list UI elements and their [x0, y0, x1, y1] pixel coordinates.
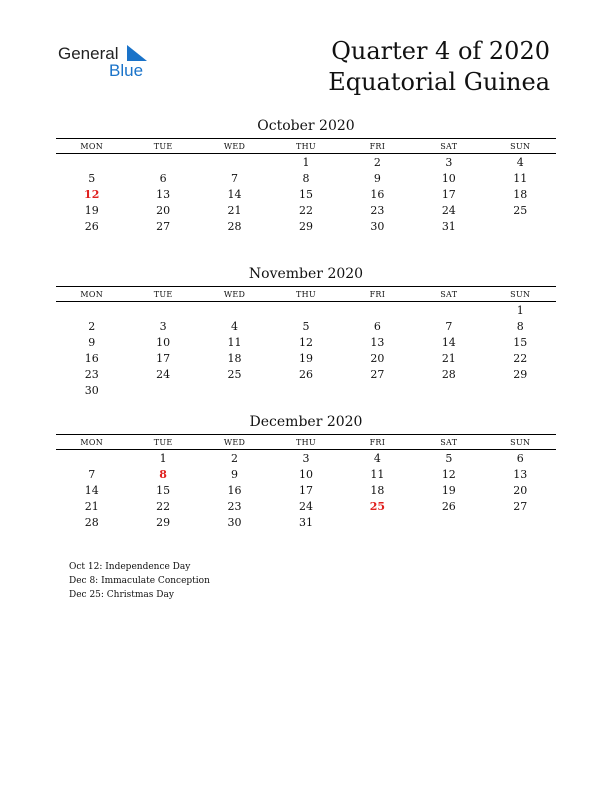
- day-cell: 15: [513, 335, 528, 349]
- weekday-label: FRI: [369, 437, 386, 447]
- day-cell: 22: [156, 499, 171, 513]
- week-row: [56, 350, 556, 366]
- day-cell: 17: [156, 351, 171, 365]
- day-cell: 8: [302, 171, 310, 185]
- day-cell: 11: [513, 171, 528, 185]
- day-cell: 8: [159, 467, 167, 481]
- day-cell: 18: [370, 483, 385, 497]
- day-cell: 1: [302, 155, 310, 169]
- weekday-label: SAT: [440, 289, 458, 299]
- day-cell: 6: [373, 319, 381, 333]
- day-cell: 19: [84, 203, 99, 217]
- day-cell: 31: [441, 219, 456, 233]
- weekday-label: WED: [223, 289, 246, 299]
- weekday-label: FRI: [369, 289, 386, 299]
- month-grid: [56, 450, 556, 530]
- week-row: [56, 334, 556, 350]
- day-cell: 1: [159, 451, 167, 465]
- day-cell: 15: [298, 187, 313, 201]
- day-cell: 16: [84, 351, 99, 365]
- day-cell: 19: [441, 483, 456, 497]
- day-cell: 17: [441, 187, 456, 201]
- day-cell: 25: [369, 499, 386, 513]
- week-row: [56, 466, 556, 482]
- week-row: [56, 498, 556, 514]
- day-cell: 30: [370, 219, 385, 233]
- week-row: [56, 218, 556, 234]
- weekday-label: TUE: [153, 437, 173, 447]
- weekday-header: [56, 434, 556, 450]
- weekday-label: TUE: [153, 141, 173, 151]
- weekday-label: SUN: [510, 141, 531, 151]
- holiday-note: Oct 12: Independence Day: [69, 562, 191, 572]
- day-cell: 7: [231, 171, 239, 185]
- day-cell: 12: [441, 467, 456, 481]
- brand-logo: [58, 44, 158, 84]
- day-cell: 2: [373, 155, 381, 169]
- day-cell: 6: [516, 451, 524, 465]
- day-cell: 7: [88, 467, 96, 481]
- month-title: November 2020: [248, 266, 364, 282]
- day-cell: 26: [84, 219, 99, 233]
- day-cell: 28: [227, 219, 242, 233]
- day-cell: 24: [441, 203, 456, 217]
- month-title: December 2020: [249, 414, 363, 430]
- weekday-label: TUE: [153, 289, 173, 299]
- weekday-label: THU: [295, 141, 316, 151]
- weekday-label: SAT: [440, 141, 458, 151]
- weekday-label: MON: [80, 289, 104, 299]
- day-cell: 3: [159, 319, 167, 333]
- weekday-label: SUN: [510, 437, 531, 447]
- logo-triangle-icon: [127, 45, 147, 61]
- day-cell: 23: [370, 203, 385, 217]
- day-cell: 2: [231, 451, 239, 465]
- week-row: [56, 302, 556, 318]
- weekday-label: SAT: [440, 437, 458, 447]
- week-row: [56, 318, 556, 334]
- day-cell: 25: [227, 367, 242, 381]
- weekday-label: SUN: [510, 289, 531, 299]
- day-cell: 9: [88, 335, 96, 349]
- day-cell: 14: [84, 483, 99, 497]
- weekday-label: THU: [295, 289, 316, 299]
- week-row: [56, 366, 556, 382]
- day-cell: 23: [84, 367, 99, 381]
- day-cell: 26: [298, 367, 313, 381]
- day-cell: 24: [298, 499, 313, 513]
- day-cell: 3: [445, 155, 453, 169]
- day-cell: 28: [84, 515, 99, 529]
- weekday-label: MON: [80, 437, 104, 447]
- day-cell: 16: [227, 483, 242, 497]
- week-row: [56, 482, 556, 498]
- day-cell: 5: [302, 319, 310, 333]
- weekday-header: [56, 138, 556, 154]
- day-cell: 27: [156, 219, 171, 233]
- day-cell: 31: [298, 515, 313, 529]
- day-cell: 21: [441, 351, 456, 365]
- day-cell: 18: [227, 351, 242, 365]
- week-row: [56, 202, 556, 218]
- week-row: [56, 382, 556, 398]
- day-cell: 12: [298, 335, 313, 349]
- day-cell: 17: [298, 483, 313, 497]
- day-cell: 22: [298, 203, 313, 217]
- page-title: [328, 36, 550, 98]
- day-cell: 10: [298, 467, 313, 481]
- day-cell: 9: [373, 171, 381, 185]
- day-cell: 28: [441, 367, 456, 381]
- month-october: [56, 117, 556, 234]
- day-cell: 13: [370, 335, 385, 349]
- day-cell: 9: [231, 467, 239, 481]
- logo-word-general: General: [58, 44, 119, 63]
- week-row: [56, 514, 556, 530]
- day-cell: 8: [516, 319, 524, 333]
- day-cell: 11: [370, 467, 385, 481]
- day-cell: 30: [84, 383, 99, 397]
- day-cell: 30: [227, 515, 242, 529]
- day-cell: 20: [370, 351, 385, 365]
- weekday-label: WED: [223, 141, 246, 151]
- week-row: [56, 186, 556, 202]
- day-cell: 7: [445, 319, 453, 333]
- day-cell: 12: [84, 187, 100, 201]
- week-row: [56, 450, 556, 466]
- day-cell: 22: [513, 351, 528, 365]
- day-cell: 18: [513, 187, 528, 201]
- day-cell: 24: [156, 367, 171, 381]
- weekday-label: FRI: [369, 141, 386, 151]
- day-cell: 29: [298, 219, 313, 233]
- day-cell: 21: [227, 203, 242, 217]
- day-cell: 15: [156, 483, 171, 497]
- day-cell: 23: [227, 499, 242, 513]
- month-grid: [56, 302, 556, 398]
- day-cell: 19: [298, 351, 313, 365]
- month-title: October 2020: [257, 118, 355, 134]
- day-cell: 2: [88, 319, 96, 333]
- week-row: [56, 170, 556, 186]
- day-cell: 6: [159, 171, 167, 185]
- day-cell: 5: [88, 171, 96, 185]
- month-grid: [56, 154, 556, 234]
- day-cell: 26: [441, 499, 456, 513]
- weekday-label: WED: [223, 437, 246, 447]
- day-cell: 3: [302, 451, 310, 465]
- weekday-label: THU: [295, 437, 316, 447]
- day-cell: 29: [156, 515, 171, 529]
- day-cell: 10: [441, 171, 456, 185]
- day-cell: 29: [513, 367, 528, 381]
- day-cell: 4: [373, 451, 381, 465]
- holiday-notes: [69, 560, 210, 602]
- day-cell: 16: [370, 187, 385, 201]
- day-cell: 4: [516, 155, 524, 169]
- weekday-label: MON: [80, 141, 104, 151]
- title-country: Equatorial Guinea: [328, 68, 550, 96]
- day-cell: 13: [513, 467, 528, 481]
- day-cell: 20: [513, 483, 528, 497]
- day-cell: 27: [513, 499, 528, 513]
- holiday-note: Dec 8: Immaculate Conception: [69, 576, 210, 586]
- day-cell: 21: [84, 499, 99, 513]
- day-cell: 20: [156, 203, 171, 217]
- day-cell: 10: [156, 335, 171, 349]
- title-quarter: Quarter 4 of 2020: [331, 37, 550, 65]
- month-december: [56, 413, 556, 530]
- day-cell: 13: [156, 187, 171, 201]
- day-cell: 11: [227, 335, 242, 349]
- day-cell: 14: [441, 335, 456, 349]
- day-cell: 14: [227, 187, 242, 201]
- day-cell: 4: [231, 319, 239, 333]
- day-cell: 5: [445, 451, 453, 465]
- day-cell: 27: [370, 367, 385, 381]
- month-november: [56, 265, 556, 398]
- weekday-header: [56, 286, 556, 302]
- day-cell: 25: [513, 203, 528, 217]
- week-row: [56, 154, 556, 170]
- logo-word-blue: Blue: [109, 61, 144, 80]
- holiday-note: Dec 25: Christmas Day: [69, 590, 174, 600]
- day-cell: 1: [516, 303, 524, 317]
